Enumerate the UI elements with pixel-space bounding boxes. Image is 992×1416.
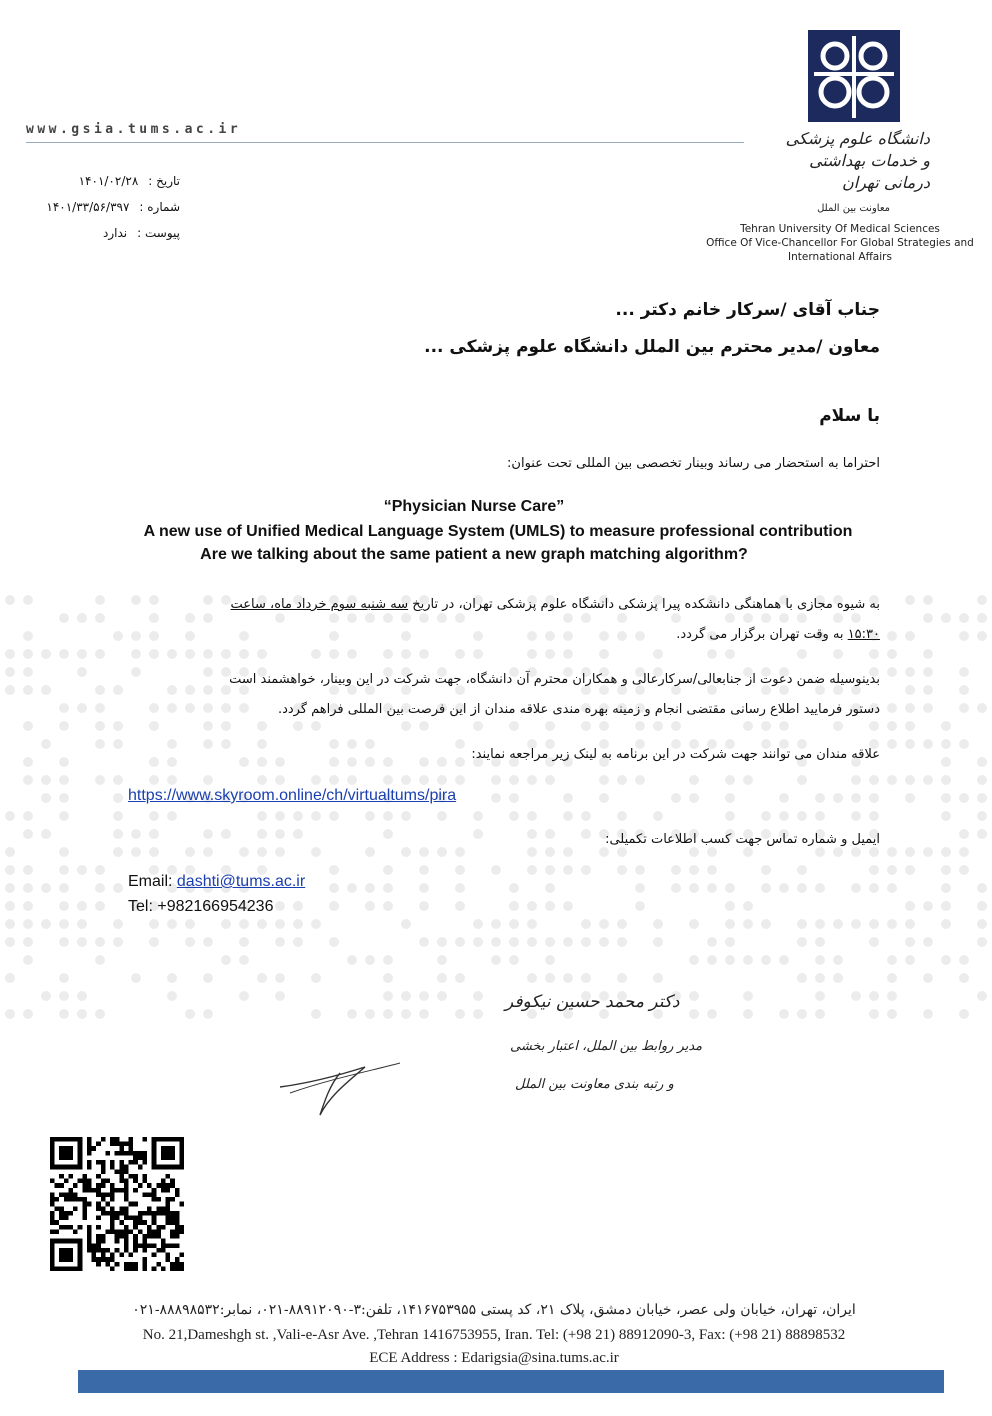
footer-address-english: No. 21,Dameshgh st. ,Vali-e-Asr Ave. ,Tehran 1416753955, Iran. Tel: (+98 21) 88912090-3, Fax: (+98 21) 88898532 (142, 1327, 846, 1343)
paragraph-link-intro: علاقه مندان می توانند جهت شرکت در این برنامه به لینک زیر مراجعه نمایند: (471, 747, 880, 762)
signature-title-1: مدیر روابط بین الملل، اعتبار بخشی (510, 1039, 703, 1054)
recipient-line2: معاون /مدیر محترم بین الملل دانشگاه علوم پزشکی ... (424, 337, 880, 357)
signature-name: دکتر محمد حسین نیکوفر (505, 992, 680, 1012)
department-persian: معاونت بین الملل (817, 203, 890, 214)
schedule-text-1: به شیوه مجازی با هماهنگی دانشکده پیرا پزشکی دانشگاه علوم پزشکی تهران، در تاریخ (408, 597, 880, 612)
paragraph-contact-intro: ایمیل و شماره تماس جهت کسب اطلاعات تکمیلی: (605, 832, 880, 847)
date-row (20, 168, 180, 194)
contact-email (128, 873, 305, 891)
attachment-value: ندارد (103, 226, 128, 240)
date-label: تاریخ : (148, 174, 180, 188)
letter-meta (20, 168, 180, 246)
webinar-title: “Physician Nurse Care” (383, 498, 565, 515)
office-line2-en: International Affairs (788, 251, 892, 263)
invitation-line2: دستور فرمایید اطلاع رسانی مقتضی انجام و زمینه بهره مندی علاقه مندان از این فرصت بین المللی فراهم گردد. (277, 702, 880, 717)
schedule-date-underlined: سه شنبه سوم خرداد ماه، ساعت (230, 597, 409, 612)
paragraph-schedule (120, 590, 880, 650)
date-value: ۱۴۰۱/۰۲/۲۸ (78, 174, 139, 188)
attachment-label: پیوست : (137, 226, 180, 240)
signature (270, 975, 703, 1125)
greeting: با سلام (819, 406, 880, 426)
world-map-watermark (0, 590, 988, 1030)
header-divider (26, 142, 744, 143)
email-link[interactable]: dashti@tums.ac.ir (176, 873, 306, 890)
webinar-subtitle-1: A new use of Unified Medical Language System (UMLS) to measure professional contribution (143, 523, 853, 540)
contact-phone: Tel: +982166954236 (128, 898, 274, 915)
number-label: شماره : (139, 200, 180, 214)
footer-bar (78, 1370, 944, 1393)
university-english (700, 222, 980, 264)
logo-text-line2: و خدمات بهداشتی درمانی تهران (809, 151, 930, 192)
office-line1-en: Office Of Vice-Chancellor For Global Strategies and (706, 237, 974, 249)
invitation-line1: بدینوسیله ضمن دعوت از جنابعالی/سرکارعالی و همکاران محترم آن دانشگاه، جهت شرکت در این وبینار، خواهشمند است (229, 672, 880, 687)
schedule-time-underlined: ۱۵:۳۰ (847, 627, 880, 642)
qr-code (50, 1137, 184, 1271)
logo-text-line1: دانشگاه علوم پزشکی (785, 129, 930, 148)
recipient-line1: جناب آقای /سرکار خانم دکتر ... (615, 300, 880, 320)
webinar-subtitle-2: Are we talking about the same patient a new graph matching algorithm? (200, 546, 748, 563)
intro-paragraph: احتراما به استحضار می رساند وبینار تخصصی بین المللی تحت عنوان: (507, 456, 880, 471)
number-value: ۱۴۰۱/۳۳/۵۶/۳۹۷ (46, 200, 130, 214)
email-label: Email: (128, 873, 177, 890)
paragraph-invitation (120, 665, 880, 725)
logo-persian-text (770, 128, 930, 194)
footer-ece-address: ECE Address : Edarigsia@sina.tums.ac.ir (369, 1350, 619, 1366)
attachment-row (20, 220, 180, 246)
university-name-en: Tehran University Of Medical Sciences (740, 223, 940, 235)
footer-address-persian: ایران، تهران، خیابان ولی عصر، خیابان دمشق، پلاک ۲۱، کد پستی ۱۴۱۶۷۵۳۹۵۵، تلفن:۳-۸۸۹۱۲۰۹۰-۰۲۱، نمابر:۸۸۸۹۸۵۳۲-۰۲۱ (132, 1302, 856, 1318)
webinar-link[interactable]: https://www.skyroom.online/ch/virtualtums/pira (128, 787, 457, 804)
number-row (20, 194, 180, 220)
signature-title-2: و رتبه بندی معاونت بین الملل (515, 1077, 674, 1092)
website-url: www.gsia.tums.ac.ir (26, 122, 242, 137)
schedule-text-2: به وقت تهران برگزار می گردد. (676, 627, 848, 642)
university-logo (808, 30, 900, 122)
